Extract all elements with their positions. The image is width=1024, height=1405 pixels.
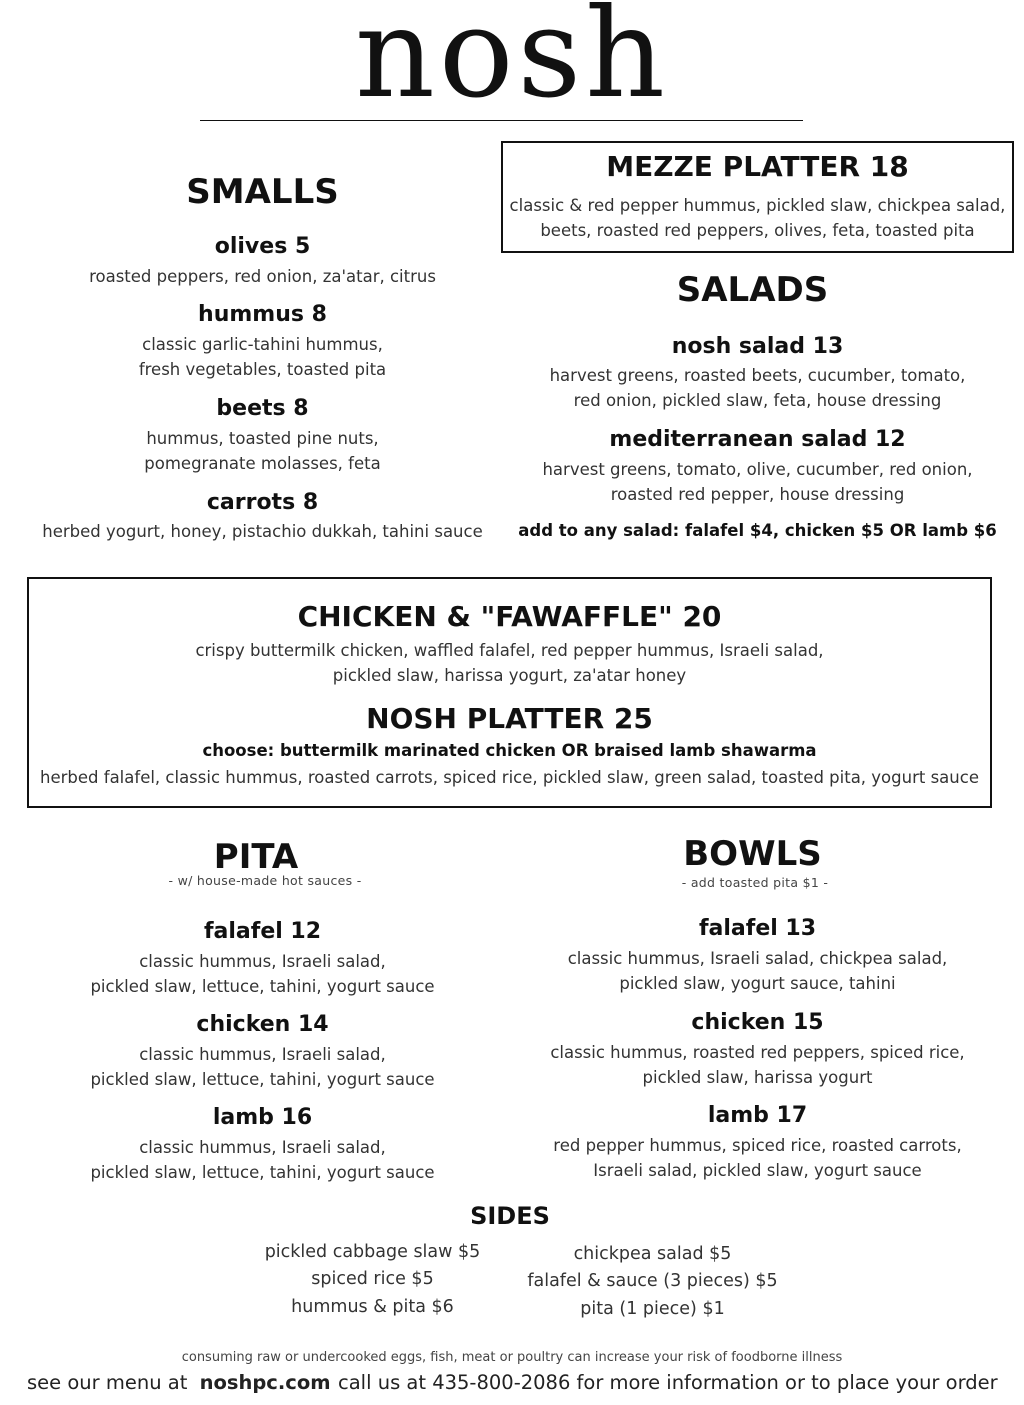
menu-link-prefix: see our menu at [27,1371,188,1394]
menu-item-desc: pickled slaw, harissa yogurt [642,1068,873,1087]
pita-subtitle: - w/ house-made hot sauces - [168,873,362,888]
menu-item-desc: classic hummus, Israeli salad, [139,952,386,971]
header-divider [200,120,803,121]
menu-item-desc: red pepper hummus, spiced rice, roasted carrots, [553,1136,962,1155]
menu-item-desc: pickled slaw, yogurt sauce, tahini [619,974,896,993]
menu-item-name: lamb 16 [212,1105,313,1130]
menu-item-name: falafel 13 [698,916,817,941]
menu-item-name: mediterranean salad 12 [609,427,906,452]
featured-box [27,577,992,808]
menu-item-name: falafel 12 [203,919,322,944]
pita-title: PITA [213,837,299,877]
menu-item-desc: pickled slaw, lettuce, tahini, yogurt sauce [90,1163,435,1182]
mezze-platter-desc-1: classic & red pepper hummus, pickled slaw, chickpea salad, [509,196,1006,215]
menu-item-desc: classic hummus, Israeli salad, [139,1045,386,1064]
mezze-platter-desc-2: beets, roasted red peppers, olives, feta, toasted pita [540,221,975,240]
website-link[interactable]: noshpc.com [199,1371,331,1394]
side-item: chickpea salad $5 [573,1244,732,1264]
menu-item-desc: classic hummus, roasted red peppers, spiced rice, [550,1043,965,1062]
side-item: falafel & sauce (3 pieces) $5 [527,1271,778,1291]
salad-addon-note: add to any salad: falafel $4, chicken $5 OR lamb $6 [518,521,997,540]
menu-item-name: chicken 14 [196,1012,329,1037]
side-item: spiced rice $5 [311,1269,434,1289]
salads-title: SALADS [676,270,829,310]
sides-title: SIDES [470,1202,550,1230]
food-safety-warning: consuming raw or undercooked eggs, fish, meat or poultry can increase your risk of foodborne illness [181,1350,843,1365]
smalls-title: SMALLS [186,172,339,212]
side-item: pita (1 piece) $1 [580,1299,725,1319]
menu-item-desc: roasted peppers, red onion, za'atar, citrus [89,267,436,286]
menu-item-name: carrots 8 [206,490,319,515]
menu-item-name: olives 5 [214,234,311,259]
contact-phone-text: call us at 435-800-2086 for more information or to place your order [338,1371,998,1394]
menu-item-desc: classic garlic-tahini hummus, [142,335,383,354]
menu-item-desc: pickled slaw, lettuce, tahini, yogurt sauce [90,1070,435,1089]
menu-item-name: lamb 17 [707,1103,808,1128]
menu-item-desc: Israeli salad, pickled slaw, yogurt sauce [593,1161,922,1180]
menu-item-desc: herbed yogurt, honey, pistachio dukkah, tahini sauce [42,522,483,541]
menu-item-desc: classic hummus, Israeli salad, chickpea salad, [567,949,948,968]
menu-item-desc: classic hummus, Israeli salad, [139,1138,386,1157]
nosh-platter-choose: choose: buttermilk marinated chicken OR braised lamb shawarma [202,741,817,760]
side-item: hummus & pita $6 [291,1297,454,1317]
menu-item-desc: pickled slaw, lettuce, tahini, yogurt sauce [90,977,435,996]
logo: nosh [354,0,669,126]
chicken-fawaffle-desc-1: crispy buttermilk chicken, waffled falafel, red pepper hummus, Israeli salad, [195,641,824,660]
menu-item-desc: harvest greens, roasted beets, cucumber, tomato, [549,366,966,385]
nosh-platter-desc: herbed falafel, classic hummus, roasted carrots, spiced rice, pickled slaw, green salad, toasted pita, yogurt sauce [40,768,979,787]
bowls-title: BOWLS [683,834,822,874]
menu-item-name: nosh salad 13 [671,334,844,359]
menu-item-desc: pomegranate molasses, feta [144,454,381,473]
menu-item-name: hummus 8 [198,302,327,327]
menu-item-desc: roasted red pepper, house dressing [610,485,905,504]
menu-item-name: chicken 15 [691,1010,824,1035]
mezze-platter-box [501,141,1014,253]
menu-item-desc: red onion, pickled slaw, feta, house dressing [573,391,942,410]
nosh-platter-title: NOSH PLATTER 25 [366,702,653,735]
mezze-platter-title: MEZZE PLATTER 18 [606,150,909,183]
chicken-fawaffle-title: CHICKEN & "FAWAFFLE" 20 [297,600,722,633]
side-item: pickled cabbage slaw $5 [264,1242,481,1262]
menu-item-desc: fresh vegetables, toasted pita [138,360,387,379]
bowls-subtitle: - add toasted pita $1 - [681,875,829,890]
menu-item-desc: harvest greens, tomato, olive, cucumber, red onion, [542,460,973,479]
menu-item-name: beets 8 [216,396,309,421]
menu-item-desc: hummus, toasted pine nuts, [146,429,379,448]
chicken-fawaffle-desc-2: pickled slaw, harissa yogurt, za'atar honey [332,666,687,685]
